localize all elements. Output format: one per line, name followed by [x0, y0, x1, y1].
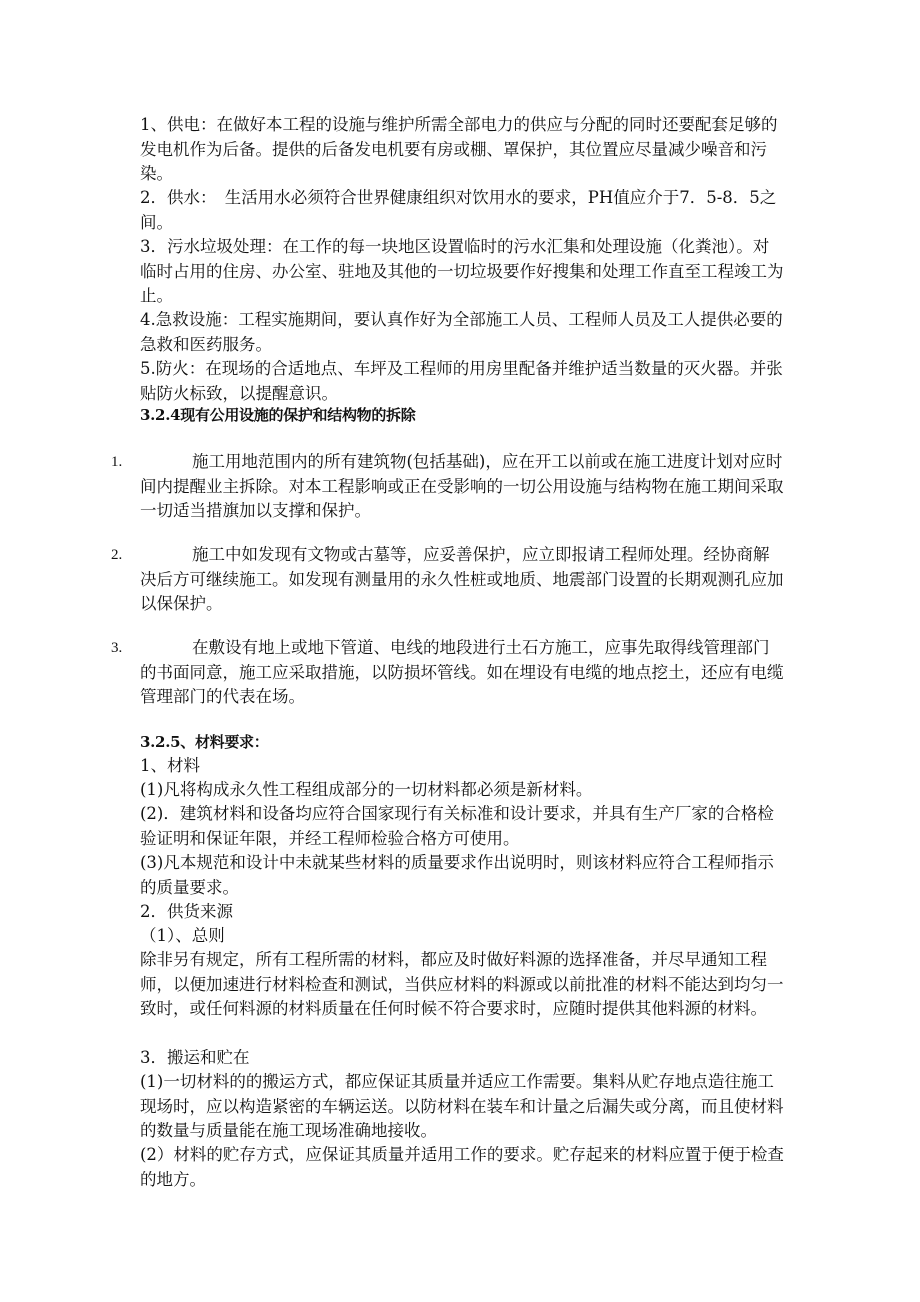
water-supply-paragraph: 2．供水： 生活用水必须符合世界健康组织对饮用水的要求，PH值应介于7．5-8．5之间。 [140, 188, 777, 232]
section-325-heading: 3.2.5、材料要求： [140, 733, 269, 751]
list-item-text: 在敷设有地上或地下管道、电线的地段进行土石方施工，应事先取得线管理部门的书面同意，施工应采取措施，以防损坏管线。如在埋设有电缆的地点挖土，还应有电缆管理部门的代表在场。 [140, 638, 784, 706]
list-item-text: 施工中如发现有文物或古墓等，应妥善保护，应立即报请工程师处理。经协商解决后方可继续施工。如发现有测量用的永久性桩或地质、地震部门设置的长期观测孔应加以保保护。 [140, 545, 784, 613]
sewage-paragraph: 3．污水垃圾处理：在工作的每一块地区设置临时的污水汇集和处理设施（化粪池）。对临时占用的住房、办公室、驻地及其他的一切垃圾要作好搜集和处理工作直至工程竣工为止。 [140, 237, 784, 305]
handling-item-1: (1)一切材料的的搬运方式，都应保证其质量并适应工作需要。集料从贮存地点造往施工现场时，应以构造紧密的车辆运送。以防材料在装车和计量之后漏失或分离，而且使材料的数量与质量能在施工现场准确地接收。 [140, 1072, 784, 1140]
first-aid-paragraph: 4.急救设施：工程实施期间，要认真作好为全部施工人员、工程师人员及工人提供必要的急救和医药服务。 [140, 310, 783, 354]
fire-prevention-paragraph: 5.防火：在现场的合适地点、车坪及工程师的用房里配备并维护适当数量的灭火器。并张贴防火标致，以提醒意识。 [140, 359, 783, 403]
handling-storage-subheading: 3．搬运和贮在 [140, 1048, 250, 1067]
materials-item-1: (1)凡将构成永久性工程组成部分的一切材料都必须是新材料。 [140, 780, 593, 799]
supply-source-subheading: 2．供货来源 [140, 902, 233, 921]
list-item-number: 1. [111, 454, 123, 470]
list-item-number: 3. [111, 640, 123, 656]
list-item-text: 施工用地范围内的所有建筑物(包括基础)，应在开工以前或在施工进度计划对应时间内提醒业主拆除。对本工程影响或正在受影响的一切公用设施与结构物在施工期间采取一切适当措旗加以支撑和保护。 [140, 452, 784, 520]
materials-subheading: 1、材料 [140, 756, 200, 775]
section-324-heading: 3.2.4现有公用设施的保护和结构物的拆除 [140, 406, 416, 424]
handling-item-2: (2）材料的贮存方式，应保证其质量并适用工作的要求。贮存起来的材料应置于便于检查的地方。 [140, 1145, 784, 1189]
general-rule-subheading: （1）、总则 [140, 926, 225, 945]
materials-item-2: (2)．建筑材料和设备均应符合国家现行有关标准和设计要求，并具有生产厂家的合格检验证明和保证年限，并经工程师检验合格方可使用。 [140, 804, 774, 848]
power-supply-paragraph: 1、供电：在做好本工程的设施与维护所需全部电力的供应与分配的同时还要配套足够的发电机作为后备。提供的后备发电机要有房或棚、罩保护，其位置应尽量减少噪音和污染。 [140, 115, 778, 183]
general-rule-paragraph: 除非另有规定，所有工程所需的材料，都应及时做好料源的选择准备，并尽早通知工程师，以便加速进行材料检查和测试，当供应材料的料源或以前批准的材料不能达到均匀一致时，或任何料源的材料质量在任何时候不符合要求时，应随时提供其他料源的材料。 [140, 950, 784, 1018]
list-item-number: 2. [111, 547, 123, 563]
materials-item-3: (3)凡本规范和设计中未就某些材料的质量要求作出说明时，则该材料应符合工程师指示的质量要求。 [140, 853, 774, 897]
